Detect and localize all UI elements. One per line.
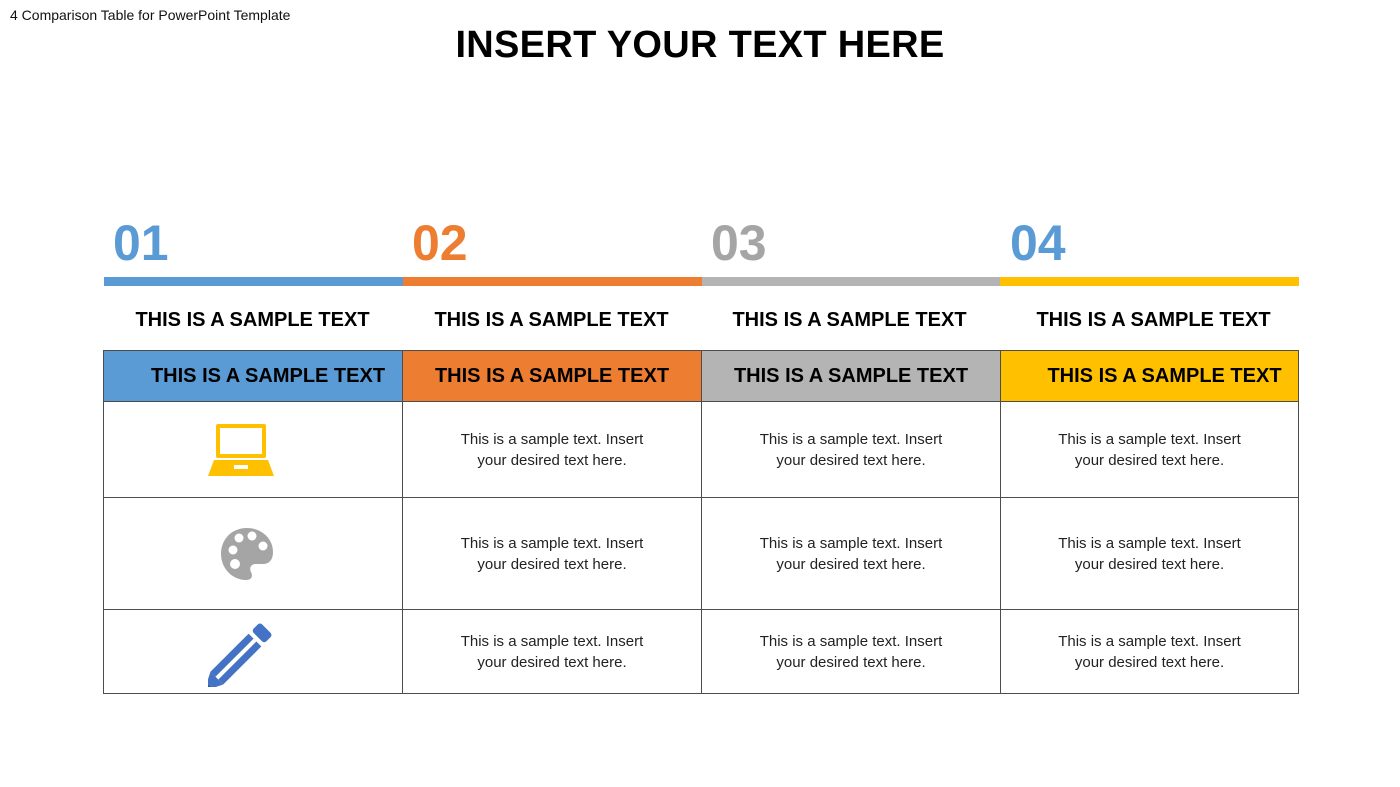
cell-text-line: This is a sample text. Insert xyxy=(759,430,943,448)
table-header-label: THIS IS A SAMPLE TEXT xyxy=(434,364,670,387)
palette-icon xyxy=(219,526,275,582)
table-header-cell-1 xyxy=(103,350,403,402)
cell-text-line: your desired text here. xyxy=(477,555,627,573)
table-icon-cell xyxy=(103,401,403,498)
table-cell xyxy=(701,497,1001,610)
cell-text-line: your desired text here. xyxy=(1074,653,1225,671)
cell-text-line: This is a sample text. Insert xyxy=(1058,430,1241,448)
column-heading-1: THIS IS A SAMPLE TEXT xyxy=(135,309,370,331)
table-cell xyxy=(402,609,702,694)
column-heading-4: THIS IS A SAMPLE TEXT xyxy=(1036,309,1271,331)
column-number-2: 02 xyxy=(412,215,468,271)
column-bar-4 xyxy=(1000,277,1299,286)
cell-text-line: This is a sample text. Insert xyxy=(759,534,943,552)
table-header-label: THIS IS A SAMPLE TEXT xyxy=(1047,364,1282,387)
column-heading-2: THIS IS A SAMPLE TEXT xyxy=(434,309,669,331)
cell-text-line: your desired text here. xyxy=(477,451,627,469)
cell-text-line: your desired text here. xyxy=(776,555,926,573)
cell-text-line: This is a sample text. Insert xyxy=(460,534,644,552)
cell-text-line: This is a sample text. Insert xyxy=(460,430,644,448)
column-number-1: 01 xyxy=(113,215,169,271)
table-header-label: THIS IS A SAMPLE TEXT xyxy=(733,364,969,387)
column-bar-3 xyxy=(702,277,1001,286)
document-label: 4 Comparison Table for PowerPoint Template xyxy=(10,7,291,23)
cell-text-line: This is a sample text. Insert xyxy=(1058,632,1241,650)
column-heading-3: THIS IS A SAMPLE TEXT xyxy=(732,309,967,331)
table-cell xyxy=(701,609,1001,694)
column-number-4: 04 xyxy=(1010,215,1066,271)
pencil-icon xyxy=(208,617,278,687)
comparison-table xyxy=(103,350,1299,694)
column-bar-1 xyxy=(104,277,403,286)
table-cell xyxy=(402,497,702,610)
table-cell xyxy=(701,401,1001,498)
cell-text-line: This is a sample text. Insert xyxy=(759,632,943,650)
table-icon-cell xyxy=(103,609,403,694)
cell-text-line: This is a sample text. Insert xyxy=(460,632,644,650)
table-header-label: THIS IS A SAMPLE TEXT xyxy=(150,364,386,387)
column-number-3: 03 xyxy=(711,215,767,271)
cell-text-line: your desired text here. xyxy=(477,653,627,671)
column-bar-2 xyxy=(403,277,702,286)
laptop-icon xyxy=(208,422,274,478)
table-header-cell-3 xyxy=(701,350,1001,402)
cell-text-line: your desired text here. xyxy=(776,653,926,671)
table-cell xyxy=(1000,401,1299,498)
cell-text-line: your desired text here. xyxy=(1074,451,1225,469)
table-cell xyxy=(1000,497,1299,610)
slide-title: INSERT YOUR TEXT HERE xyxy=(455,24,945,66)
cell-text-line: your desired text here. xyxy=(776,451,926,469)
cell-text-line: your desired text here. xyxy=(1074,555,1225,573)
table-icon-cell xyxy=(103,497,403,610)
table-header-cell-4 xyxy=(1000,350,1299,402)
table-header-cell-2 xyxy=(402,350,702,402)
cell-text-line: This is a sample text. Insert xyxy=(1058,534,1241,552)
table-cell xyxy=(1000,609,1299,694)
table-cell xyxy=(402,401,702,498)
